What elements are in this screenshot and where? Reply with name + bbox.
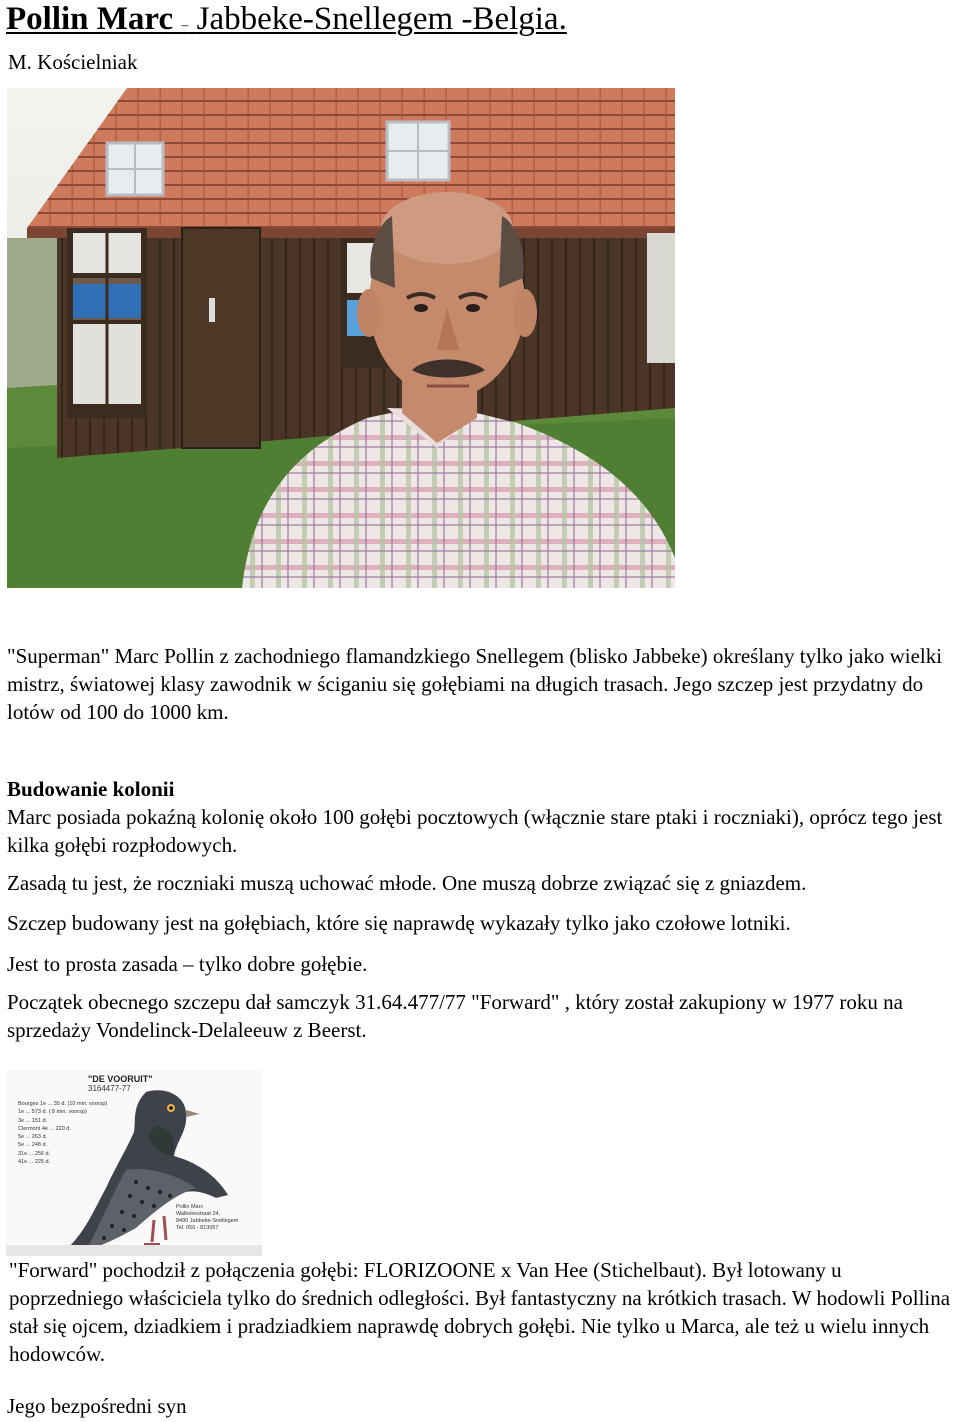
son-caption: Jego bezpośredni syn (7, 1394, 187, 1418)
colony-rule-young: Zasadą tu jest, że roczniaki muszą uchować młode. One muszą dobrze związać się z gniazdem. (7, 871, 807, 895)
result-line: 5e ... 248 d. (18, 1142, 48, 1149)
colony-origin-paragraph: Początek obecnego szczepu dał samczyk 31.64.477/77 "Forward" , który został zakupiony w 1977 roku na sprzedaży Vondelinck-Delaleeuw z Beerst. (7, 990, 903, 1042)
author-name: M. Kościelniak (8, 50, 138, 74)
intro-paragraph: "Superman" Marc Pollin z zachodniego flamandzkiego Snellegem (blisko Jabbeke) określany tylko jako wielki mistrz, światowej klasy zawodnik w ściganiu się gołębiami na długich trasach. Jego szczep jest przydatny do lotów od 100 do 1000 km. (7, 644, 943, 724)
title-location: Jabbeke-Snellegem -Belgia. (196, 1, 567, 37)
colony-rule-simple: Jest to prosta zasada – tylko dobre gołębie. (7, 952, 368, 976)
fancier-photo (7, 88, 675, 588)
forward-paragraph: "Forward" pochodził z połączenia gołębi: FLORIZOONE x Van Hee (Stichelbaut). Był lotowany u poprzedniego właściciela tylko do średnich odległości. Był fantastyczny na krótkich trasach. W hodowli Pollina stał się ojcem, dziadkiem i pradziadkiem naprawdę dobrych gołębi. Nie tylko u Marca, ale też u wielu innych hodowców. (9, 1258, 951, 1366)
pigeon-forward-photo (6, 1070, 262, 1256)
pigeon-card-ring: 3164477-77 (88, 1084, 131, 1093)
owner-line: Tel. 050 - 813057 (176, 1225, 219, 1231)
pigeon-card-results (18, 1100, 107, 1166)
owner-line: Pollin Marc (176, 1204, 204, 1210)
result-line: 41e ... 225 d. (18, 1159, 51, 1166)
title-name: Pollin Marc (6, 1, 174, 37)
colony-paragraph: Marc posiada pokaźną kolonię około 100 gołębi pocztowych (włącznie stare ptaki i roczniaki), oprócz tego jest kilka gołębi rozpłodowych. (7, 805, 943, 857)
pigeon-card-title: "DE VOORUIT" (88, 1074, 153, 1084)
result-line: 3e ... 151 d. (18, 1117, 48, 1124)
owner-line: 8490 Jabbeke-Snellegem (176, 1218, 239, 1224)
colony-rule-stock: Szczep budowany jest na gołębiach, które się naprawdę wykazały tylko jako czołowe lotniki. (7, 911, 791, 935)
result-line: Clermont 4e ... 220 d. (18, 1125, 71, 1132)
result-line: 1e ... 573 d. ( 8 min. voorsp) (18, 1109, 87, 1116)
pigeon-card-owner (176, 1204, 238, 1232)
page-title (6, 0, 567, 45)
result-line: 31e ... 256 d. (18, 1150, 51, 1157)
title-dash: – (181, 18, 189, 33)
result-line: Bourges 1e ... 35 d. (10 min. voorsp) (18, 1101, 108, 1107)
owner-line: Walbekestraat 24, (176, 1211, 221, 1217)
section-heading-colony: Budowanie kolonii (7, 777, 175, 801)
result-line: 5e ... 263 d. (18, 1134, 48, 1141)
